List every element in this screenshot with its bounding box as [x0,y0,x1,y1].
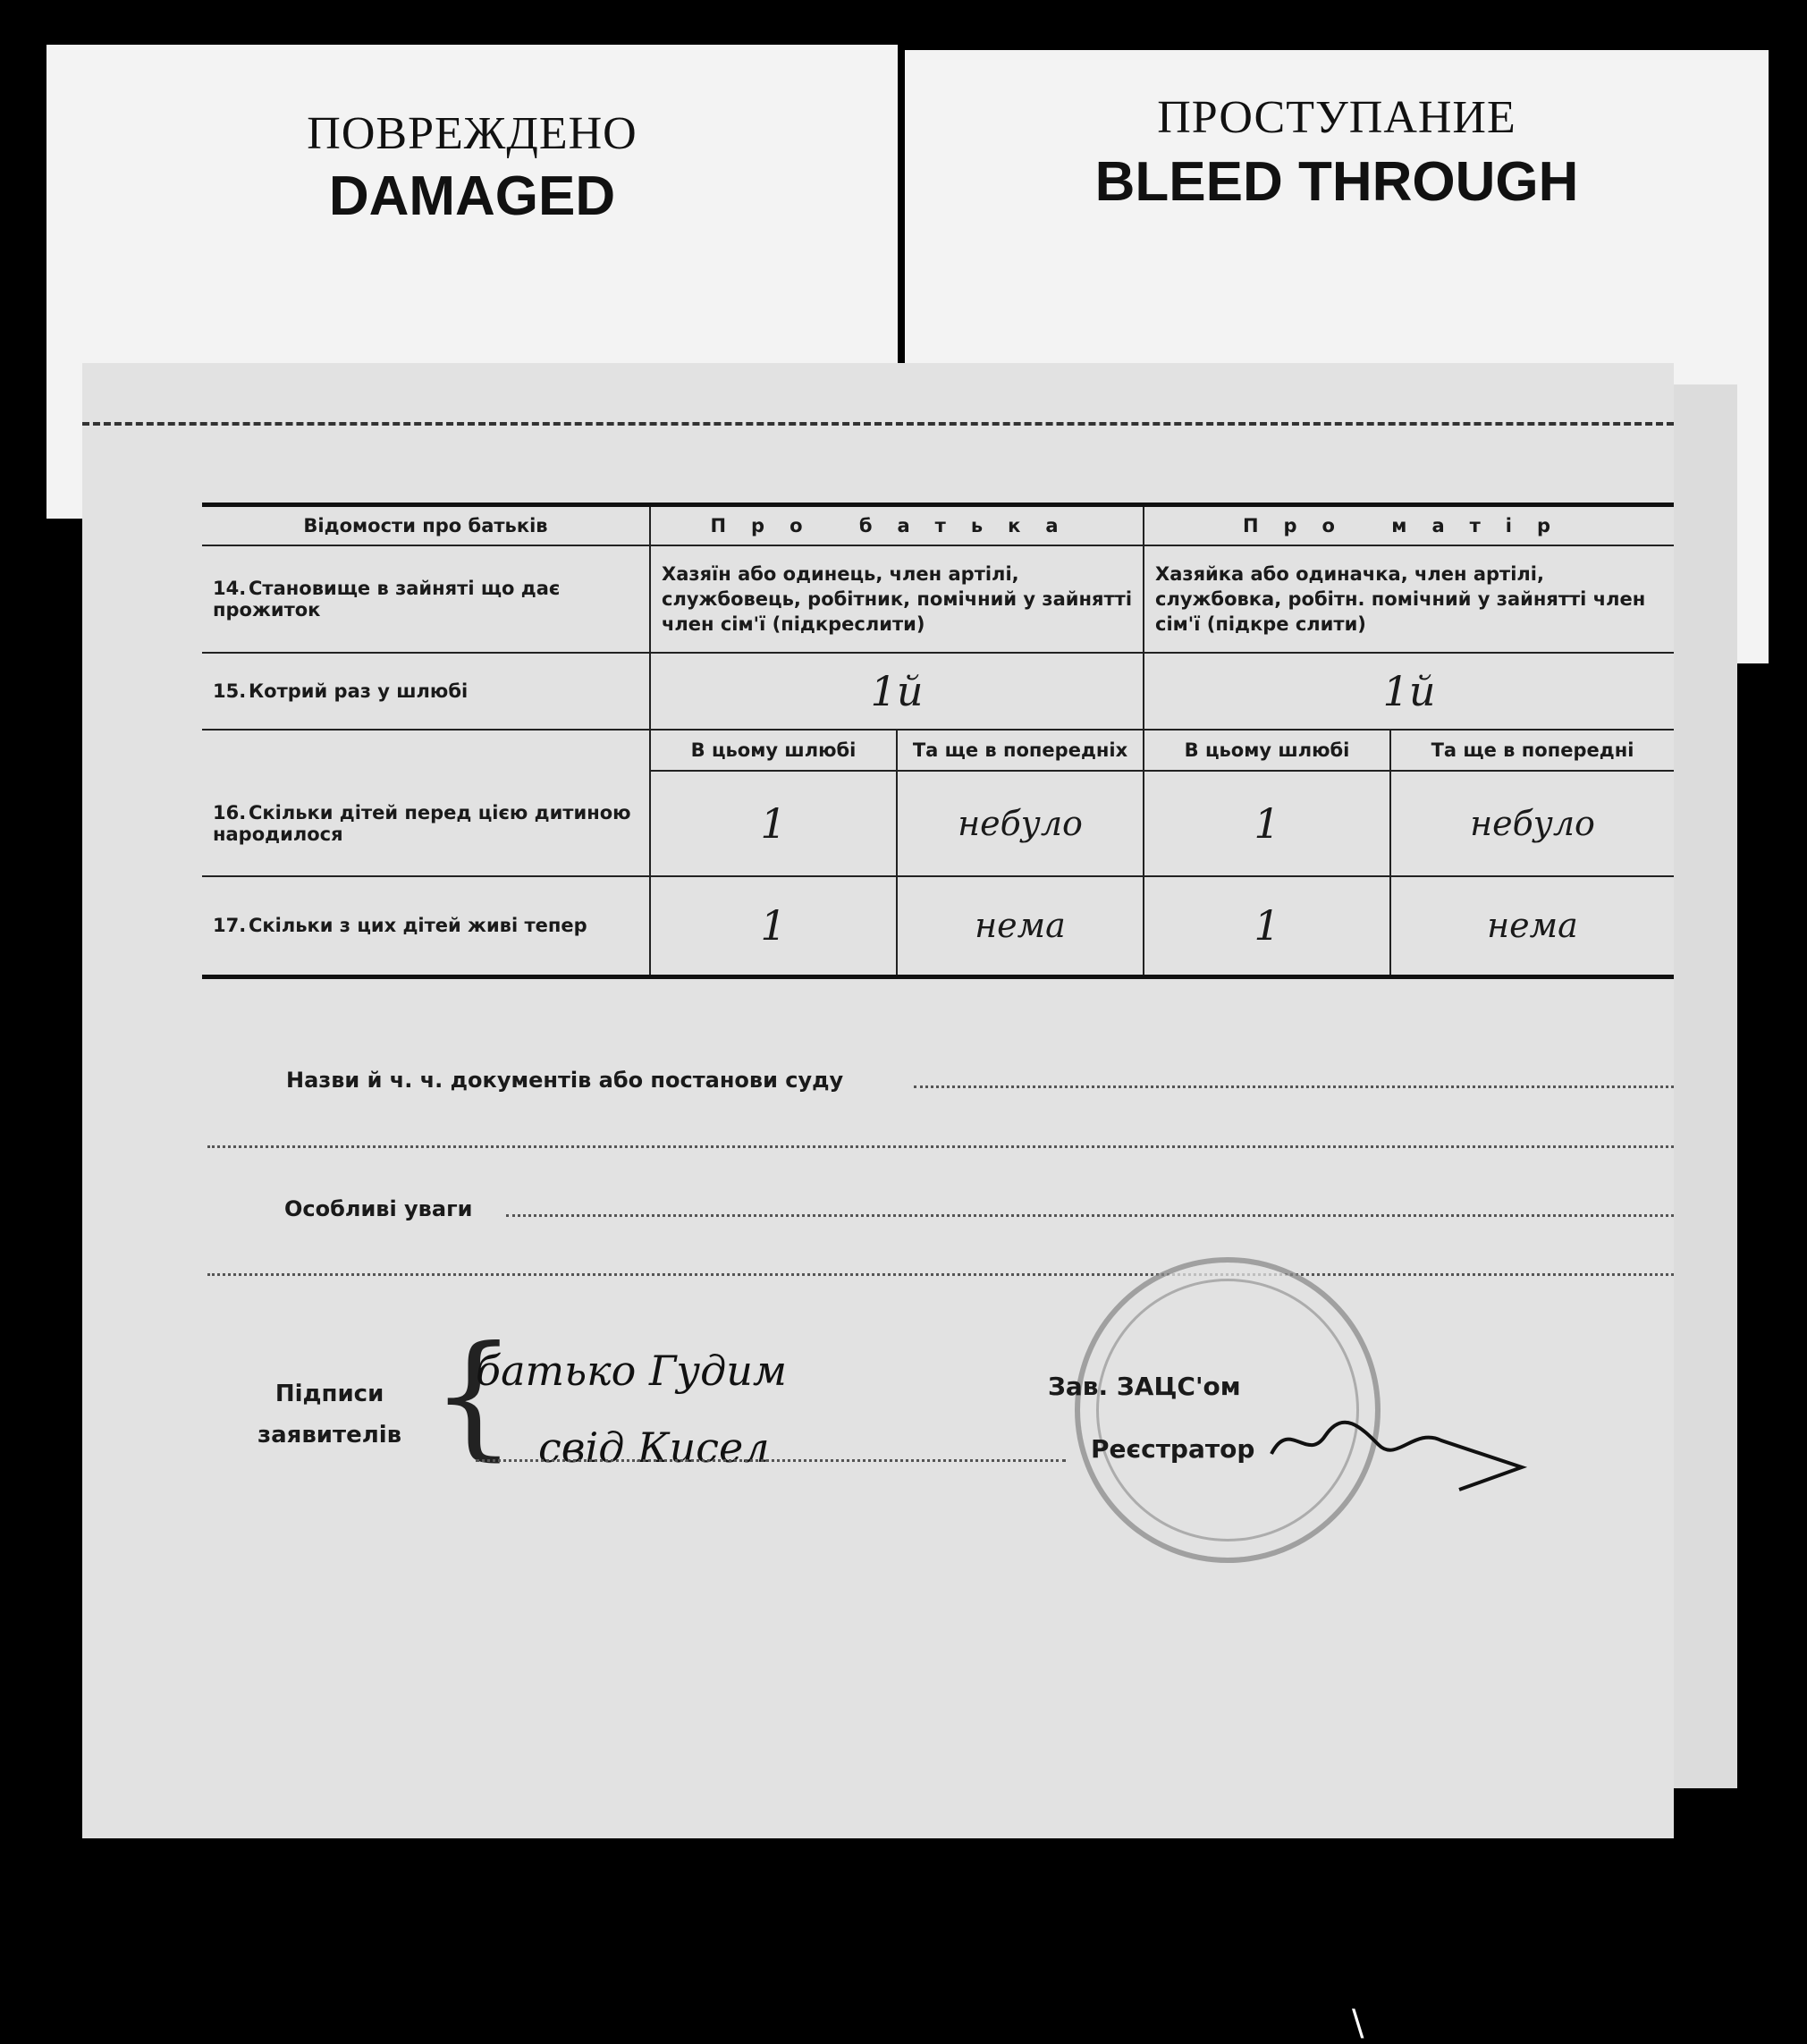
parents-table [202,503,1674,979]
header-father: Про батька [650,505,1144,546]
registrar-signature [1262,1391,1531,1499]
remarks-label: Особливі уваги [284,1196,473,1221]
documents-dotline [914,1085,1674,1088]
row17-mother-this: 1 [1144,876,1390,976]
row16-mother-this: 1 [1144,771,1390,876]
row-15 [202,653,1674,730]
row15-label: Котрий раз у шлюбі [249,680,469,702]
perforation-line [82,422,1674,426]
row17-label-cell [202,876,650,976]
damaged-en-label: DAMAGED [328,165,616,227]
registrar-label: Реєстратор [1091,1434,1255,1464]
table-header-row [202,505,1674,546]
documents-dotline-2 [207,1145,1674,1148]
row14-label: Становище в зайняті що дає прожиток [213,578,561,621]
header-label: Відомости про батьків [202,505,650,546]
remarks-dotline-2 [207,1273,1674,1276]
sub-mother-prev: Та ще в попередні [1390,730,1674,771]
signatures-label-line2: заявителів [258,1422,402,1449]
row14-mother-options: Хазяйка або одиначка, член артілі, службовка, робітн. помічний у зайнятті член сім'ї (підкре слити) [1144,545,1674,653]
row16-label-cell [202,771,650,876]
signatures-label [258,1373,401,1456]
row15-number: 15. [213,680,247,702]
row-16 [202,771,1674,876]
row15-mother-value: 1й [1144,653,1674,730]
row16-label: Скільки дітей перед цією дитиною народилося [213,801,631,845]
row16-number: 16. [213,801,247,824]
row16-father-this: 1 [650,771,897,876]
document-sheet [82,363,1674,1838]
damaged-ru-label: ПОВРЕЖДЕНО [307,108,638,159]
sub-mother-this: В цьому шлюбі [1144,730,1390,771]
documents-label: Назви й ч. ч. документів або постанови суду [286,1068,844,1093]
signature-line-2: свід Кисел [538,1423,770,1472]
row17-father-prev: нема [897,876,1144,976]
bleed-ru-label: ПРОСТУПАНИЕ [1157,92,1516,143]
header-mother: Про матір [1144,505,1674,546]
row14-label-cell [202,545,650,653]
signatures-brace: { [431,1318,517,1474]
row-17 [202,876,1674,976]
row15-father-value: 1й [650,653,1144,730]
head-zags-label: Зав. ЗАЦС'ом [1048,1372,1241,1401]
subheader-empty [202,730,650,771]
row17-label: Скільки з цих дітей живі тепер [249,915,587,937]
row17-number: 17. [213,915,247,937]
bleed-en-label: BLEED THROUGH [1094,151,1579,213]
remarks-dotline [506,1214,1674,1217]
row17-mother-prev: нема [1390,876,1674,976]
signature-line-1: батько Гудим [476,1347,788,1395]
signatures-label-line1: Підписи [274,1381,384,1407]
edge-mark: \ [1352,2003,1364,2044]
sub-father-prev: Та ще в попередніх [897,730,1144,771]
row16-mother-prev: небуло [1390,771,1674,876]
row15-label-cell [202,653,650,730]
row17-father-this: 1 [650,876,897,976]
row-14 [202,545,1674,653]
back-sheet-edge [1663,384,1737,1788]
row14-father-options: Хазяїн або одинець, член артілі, службовець, робітник, помічний у зайнятті член сім'ї (підкреслити) [650,545,1144,653]
sub-father-this: В цьому шлюбі [650,730,897,771]
row16-father-prev: небуло [897,771,1144,876]
signature-dotline [476,1459,1066,1462]
row14-number: 14. [213,578,247,599]
subheader-row [202,730,1674,771]
